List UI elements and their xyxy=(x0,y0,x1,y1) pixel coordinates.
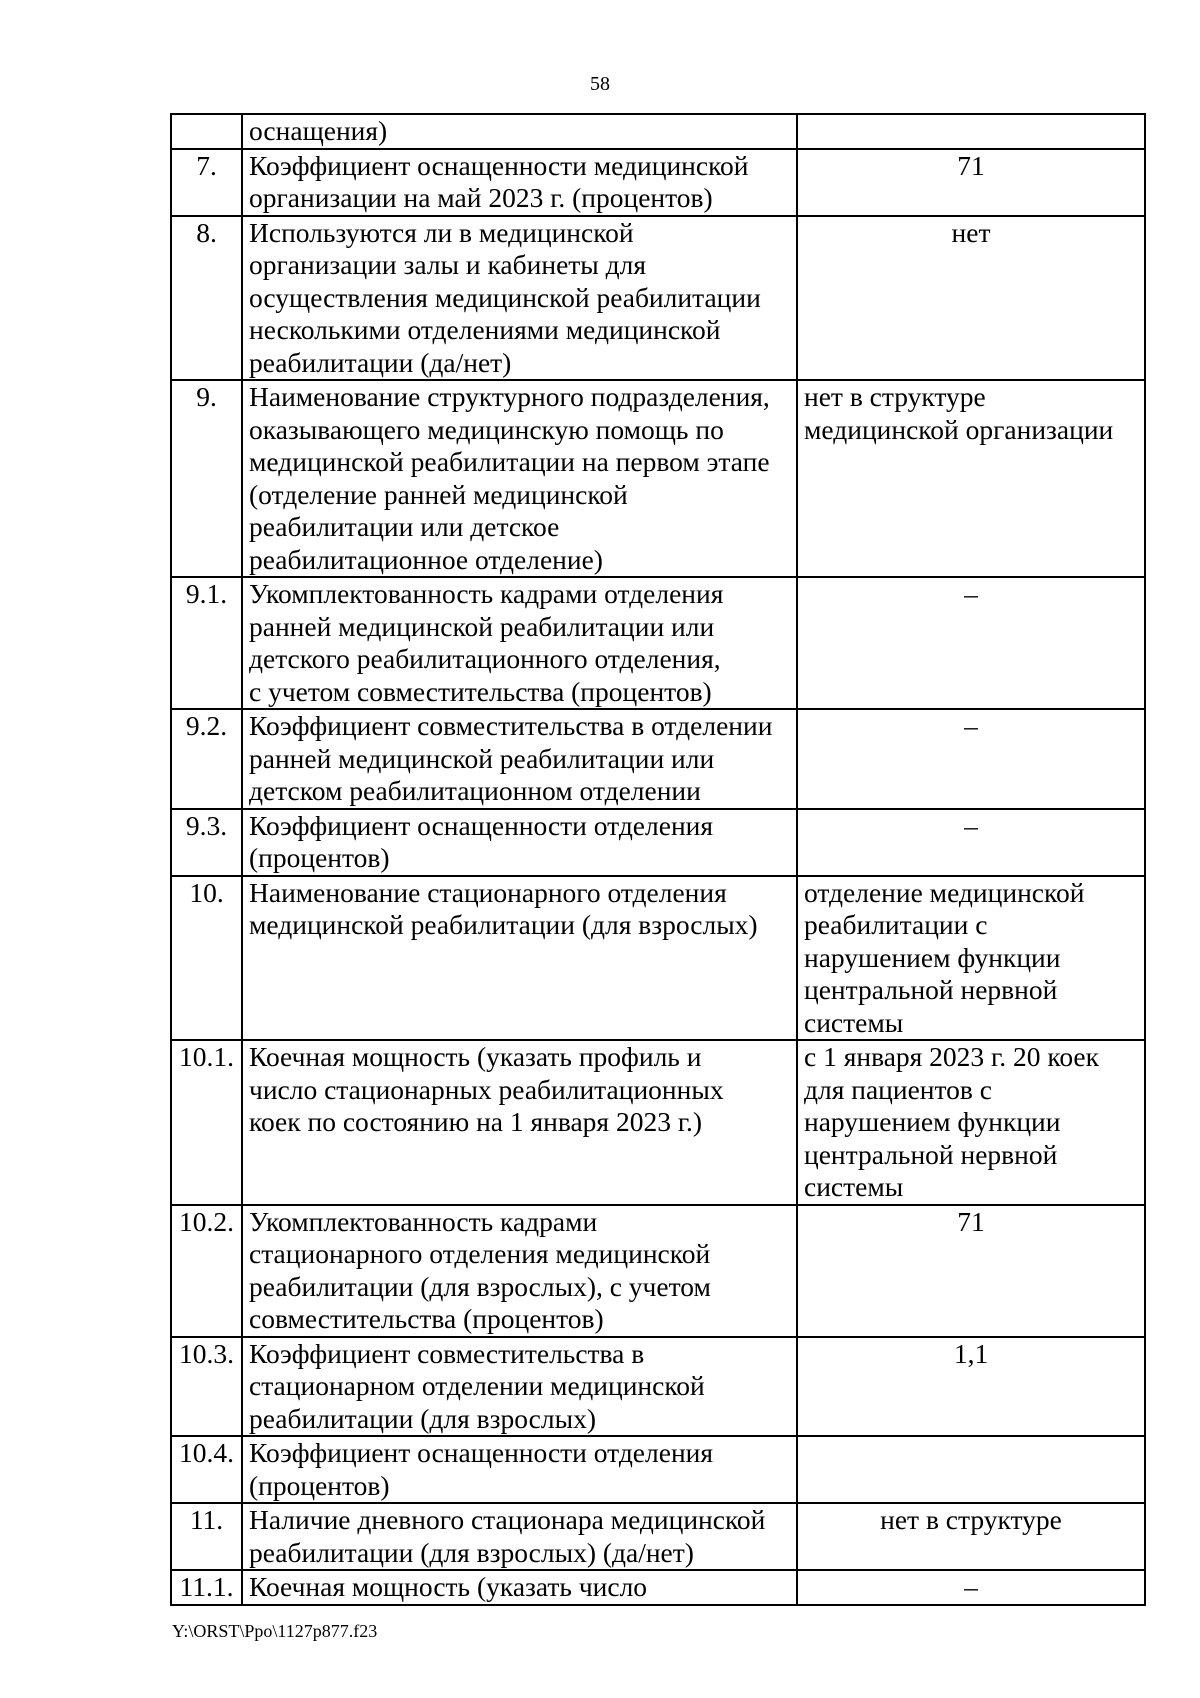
row-number: 9.1. xyxy=(185,578,228,609)
table-row xyxy=(171,876,1145,1041)
row-description-cell xyxy=(242,577,797,709)
description-line: несколькими отделениями медицинской xyxy=(249,314,721,345)
description-line: реабилитации (для взрослых), с учетом xyxy=(249,1270,711,1302)
value-line: нет в структуре xyxy=(880,1504,1062,1535)
row-number-cell xyxy=(171,380,242,577)
row-description-cell xyxy=(242,1436,797,1503)
description-line: реабилитации или детское xyxy=(249,511,560,542)
row-number-cell xyxy=(171,149,242,216)
table-row xyxy=(171,1337,1145,1437)
description-line: с учетом совместительства (процентов) xyxy=(249,675,712,707)
row-description-cell xyxy=(242,1337,797,1437)
table-body xyxy=(171,114,1145,1605)
description-line: реабилитации (для взрослых) xyxy=(249,1402,596,1434)
row-number-cell xyxy=(171,709,242,809)
value-line: нет xyxy=(951,216,991,248)
description-line: реабилитации (да/нет) xyxy=(249,346,512,378)
description-line: Коэффициент оснащенности отделения xyxy=(249,1437,714,1468)
row-description-cell xyxy=(242,149,797,216)
description-line: организации на май 2023 г. (процентов) xyxy=(249,182,713,213)
description-line: организации залы и кабинеты для xyxy=(249,249,647,280)
description-line: совместительства (процентов) xyxy=(249,1303,604,1334)
row-description-cell xyxy=(242,876,797,1041)
row-number-cell xyxy=(171,1503,242,1570)
table-row xyxy=(171,1436,1145,1503)
row-value-cell xyxy=(797,809,1145,876)
row-number-cell xyxy=(171,216,242,381)
description-line: ранней медицинской реабилитации или xyxy=(249,610,715,642)
row-number-cell xyxy=(171,1337,242,1437)
value-line: центральной нервной xyxy=(804,1138,1058,1170)
description-line: Коечная мощность (указать число xyxy=(249,1571,648,1602)
data-table xyxy=(170,113,1146,1606)
description-line: (отделение ранней медицинской xyxy=(249,478,628,510)
table-row xyxy=(171,1205,1145,1337)
description-line: коек по состоянию на 1 января 2023 г.) xyxy=(249,1106,703,1137)
description-line: оснащения) xyxy=(249,115,388,146)
value-line: 1,1 xyxy=(953,1337,989,1369)
row-value-cell xyxy=(797,1337,1145,1437)
row-number: 10.3. xyxy=(179,1337,234,1369)
row-description-cell xyxy=(242,809,797,876)
description-line: осуществления медицинской реабилитации xyxy=(249,281,761,313)
description-line: Наименование стационарного отделения xyxy=(249,876,727,908)
description-line: Наименование структурного подразделения, xyxy=(249,381,770,412)
description-line: стационарного отделения медицинской xyxy=(249,1238,711,1269)
row-value-cell xyxy=(797,380,1145,577)
value-line: нарушением функции xyxy=(804,941,1061,973)
page-number: 58 xyxy=(590,73,610,95)
row-value-cell xyxy=(797,114,1145,149)
description-line: Используются ли в медицинской xyxy=(249,216,634,248)
row-description-cell xyxy=(242,114,797,149)
value-line: – xyxy=(964,578,978,609)
table-row xyxy=(171,1040,1145,1205)
row-description-cell xyxy=(242,1570,797,1605)
table-row xyxy=(171,1570,1145,1605)
row-value-cell xyxy=(797,1205,1145,1337)
table-row xyxy=(171,216,1145,381)
row-value-cell xyxy=(797,1503,1145,1570)
table-row xyxy=(171,380,1145,577)
value-line: отделение медицинской xyxy=(804,876,1085,908)
table-row xyxy=(171,809,1145,876)
value-line: – xyxy=(964,809,978,841)
file-path-footer: Y:\ORST\Ppo\1127p877.f23 xyxy=(172,1621,378,1641)
value-line: 71 xyxy=(957,149,985,181)
value-line: нарушением функции xyxy=(804,1106,1061,1137)
description-line: Наличие дневного стационара медицинской xyxy=(249,1504,766,1535)
row-number: 10.4. xyxy=(179,1437,234,1468)
row-number-cell xyxy=(171,577,242,709)
row-description-cell xyxy=(242,216,797,381)
value-line: системы xyxy=(804,1006,904,1038)
row-number-cell xyxy=(171,1436,242,1503)
row-number: 11. xyxy=(189,1504,224,1535)
row-value-cell xyxy=(797,876,1145,1041)
row-number: 9.3. xyxy=(185,809,228,841)
description-line: реабилитационное отделение) xyxy=(249,543,603,575)
row-value-cell xyxy=(797,709,1145,809)
description-line: (процентов) xyxy=(249,842,390,873)
description-line: стационарном отделении медицинской xyxy=(249,1370,705,1401)
row-description-cell xyxy=(242,380,797,577)
row-description-cell xyxy=(242,1205,797,1337)
row-number-cell xyxy=(171,809,242,876)
value-line: с 1 января 2023 г. 20 коек xyxy=(804,1041,1099,1072)
row-number-cell xyxy=(171,876,242,1041)
row-value-cell xyxy=(797,149,1145,216)
row-description-cell xyxy=(242,1040,797,1205)
row-number: 10.2. xyxy=(179,1205,234,1237)
row-value-cell xyxy=(797,1436,1145,1503)
description-line: Укомплектованность кадрами xyxy=(249,1205,598,1237)
table-row xyxy=(171,577,1145,709)
row-number: 11.1. xyxy=(179,1571,234,1602)
row-number: 9. xyxy=(196,381,217,412)
description-line: ранней медицинской реабилитации или xyxy=(249,742,715,774)
row-value-cell xyxy=(797,577,1145,709)
description-line: детском реабилитационном отделении xyxy=(249,775,701,806)
row-number: 9.2. xyxy=(185,710,228,741)
value-line: медицинской организации xyxy=(804,413,1114,445)
table-row xyxy=(171,149,1145,216)
row-number: 8. xyxy=(196,216,217,248)
description-line: детского реабилитационного отделения, xyxy=(249,643,721,674)
value-line: нет в структуре xyxy=(804,381,986,412)
row-value-cell xyxy=(797,1040,1145,1205)
row-value-cell xyxy=(797,216,1145,381)
value-line: системы xyxy=(804,1171,904,1202)
description-line: медицинской реабилитации (для взрослых) xyxy=(249,909,758,940)
value-line: реабилитации с xyxy=(804,909,988,940)
description-line: число стационарных реабилитационных xyxy=(249,1073,724,1105)
row-description-cell xyxy=(242,1503,797,1570)
value-line: центральной нервной xyxy=(804,974,1058,1005)
row-description-cell xyxy=(242,709,797,809)
description-line: Укомплектованность кадрами отделения xyxy=(249,578,724,609)
row-number-cell xyxy=(171,114,242,149)
description-line: Коэффициент оснащенности медицинской xyxy=(249,149,749,181)
row-number: 10.1. xyxy=(179,1041,234,1072)
description-line: Коэффициент совместительства в отделении xyxy=(249,710,773,741)
row-value-cell xyxy=(797,1570,1145,1605)
table-row xyxy=(171,114,1145,149)
value-line: – xyxy=(964,710,978,741)
table-row xyxy=(171,1503,1145,1570)
description-line: (процентов) xyxy=(249,1469,390,1501)
table-row xyxy=(171,709,1145,809)
description-line: Коэффициент совместительства в xyxy=(249,1337,645,1369)
description-line: оказывающего медицинскую помощь по xyxy=(249,413,724,445)
description-line: Коэффициент оснащенности отделения xyxy=(249,809,714,841)
row-number: 7. xyxy=(196,149,217,181)
value-line: 71 xyxy=(957,1205,985,1237)
row-number-cell xyxy=(171,1570,242,1605)
row-number-cell xyxy=(171,1040,242,1205)
description-line: Коечная мощность (указать профиль и xyxy=(249,1041,702,1072)
description-line: реабилитации (для взрослых) (да/нет) xyxy=(249,1536,694,1568)
row-number: 10. xyxy=(189,876,224,908)
value-line: для пациентов с xyxy=(804,1073,992,1105)
value-line: – xyxy=(964,1571,978,1602)
row-number-cell xyxy=(171,1205,242,1337)
description-line: медицинской реабилитации на первом этапе xyxy=(249,446,770,477)
